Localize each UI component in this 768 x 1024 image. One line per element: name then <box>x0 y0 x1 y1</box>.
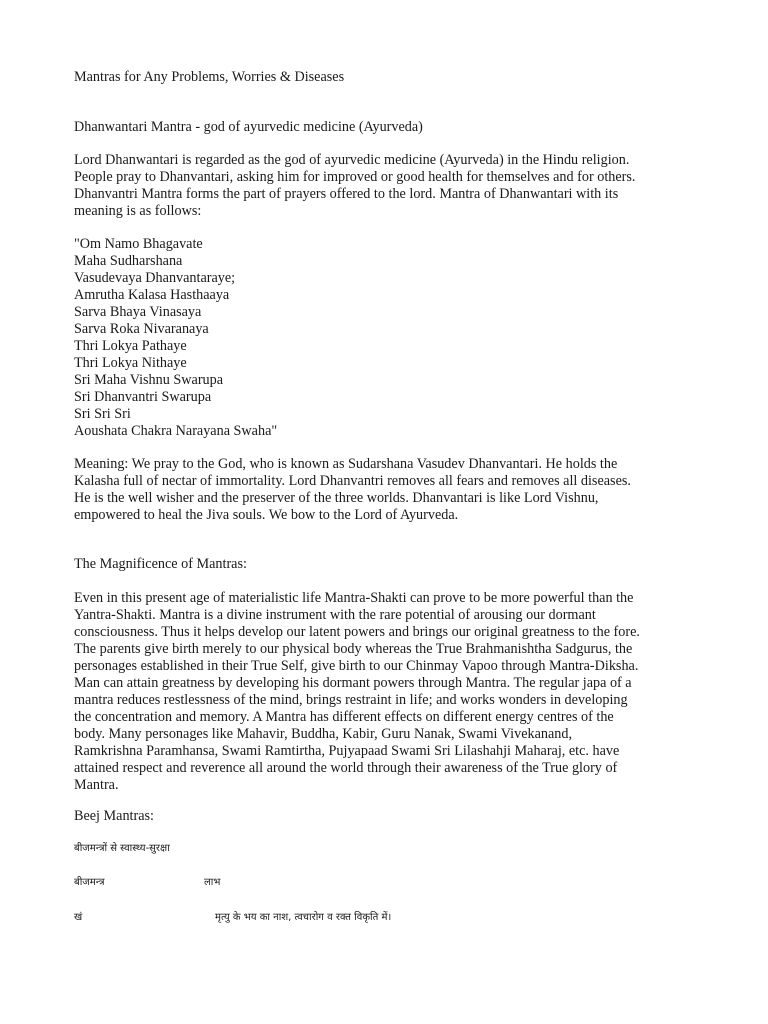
body-line: consciousness. Thus it helps develop our latent powers and brings our original greatness to the fore. <box>74 624 640 640</box>
body-line: Yantra-Shakti. Mantra is a divine instrument with the rare potential of arousing our dormant <box>74 607 596 623</box>
meaning-line: He is the well wisher and the preserver of the three worlds. Dhanvantari is like Lord Vishnu, <box>74 490 599 506</box>
document-title: Mantras for Any Problems, Worries & Diseases <box>74 69 345 85</box>
intro-line: Dhanvantri Mantra forms the part of prayers offered to the lord. Mantra of Dhanwantari with its <box>74 186 619 202</box>
body-line: Mantra. <box>74 777 119 793</box>
table-cell-col1: खं <box>74 912 83 923</box>
mantra-line: Sarva Bhaya Vinasaya <box>74 304 202 320</box>
meaning-line: Kalasha full of nectar of immortality. Lord Dhanvantri removes all fears and removes all diseases. <box>74 473 631 489</box>
table-header-col2: लाभ <box>204 877 221 888</box>
mantra-line: Sri Dhanvantri Swarupa <box>74 389 212 405</box>
table-cell-col2: मृत्यु के भय का नाश, त्वचारोग व रक्त विकृति में। <box>215 912 392 923</box>
body-line: attained respect and reverence all around the world through their awareness of the True glory of <box>74 760 618 776</box>
section-heading-dhanwantari: Dhanwantari Mantra - god of ayurvedic medicine (Ayurveda) <box>74 119 423 135</box>
body-line: Man can attain greatness by developing his dormant powers through Mantra. The regular japa of a <box>74 675 632 691</box>
section-heading-beej: Beej Mantras: <box>74 808 154 824</box>
meaning-line: Meaning: We pray to the God, who is known as Sudarshana Vasudev Dhanvantari. He holds the <box>74 456 618 472</box>
mantra-line: Thri Lokya Pathaye <box>74 338 187 354</box>
mantra-line: Vasudevaya Dhanvantaraye; <box>74 270 236 286</box>
mantra-line: Amrutha Kalasa Hasthaaya <box>74 287 230 303</box>
body-line: Even in this present age of materialistic life Mantra-Shakti can prove to be more powerful than the <box>74 590 634 606</box>
body-line: mantra reduces restlessness of the mind, brings restraint in life; and works wonders in developing <box>74 692 628 708</box>
body-line: body. Many personages like Mahavir, Buddha, Kabir, Guru Nanak, Swami Vivekanand, <box>74 726 573 742</box>
mantra-line: Sri Sri Sri <box>74 406 131 422</box>
body-line: personages established in their True Self, give birth to our Chinmay Vapoo through Mantra-Diksha. <box>74 658 639 674</box>
mantra-line: "Om Namo Bhagavate <box>74 236 203 252</box>
mantra-line: Maha Sudharshana <box>74 253 183 269</box>
mantra-line: Sri Maha Vishnu Swarupa <box>74 372 224 388</box>
intro-line: meaning is as follows: <box>74 203 202 219</box>
hindi-subheading: बीजमन्त्रों से स्वास्थ्य-सुरक्षा <box>74 843 170 854</box>
table-header-row <box>74 876 221 890</box>
section-heading-magnificence: The Magnificence of Mantras: <box>74 556 247 572</box>
intro-line: Lord Dhanwantari is regarded as the god of ayurvedic medicine (Ayurveda) in the Hindu religion. <box>74 152 630 168</box>
intro-line: People pray to Dhanvantari, asking him for improved or good health for themselves and for others. <box>74 169 636 185</box>
meaning-line: empowered to heal the Jiva souls. We bow to the Lord of Ayurveda. <box>74 507 459 523</box>
body-line: The parents give birth merely to our physical body whereas the True Brahmanishtha Sadgurus, the <box>74 641 633 657</box>
body-line: Ramkrishna Paramhansa, Swami Ramtirtha, Pujyapaad Swami Sri Lilashahji Maharaj, etc. have <box>74 743 620 759</box>
table-header-col1: बीजमन्त्र <box>74 877 105 888</box>
mantra-line: Sarva Roka Nivaranaya <box>74 321 209 337</box>
mantra-line: Aoushata Chakra Narayana Swaha" <box>74 423 278 439</box>
body-line: the concentration and memory. A Mantra has different effects on different energy centres of the <box>74 709 614 725</box>
table-row <box>74 911 392 925</box>
mantra-line: Thri Lokya Nithaye <box>74 355 187 371</box>
